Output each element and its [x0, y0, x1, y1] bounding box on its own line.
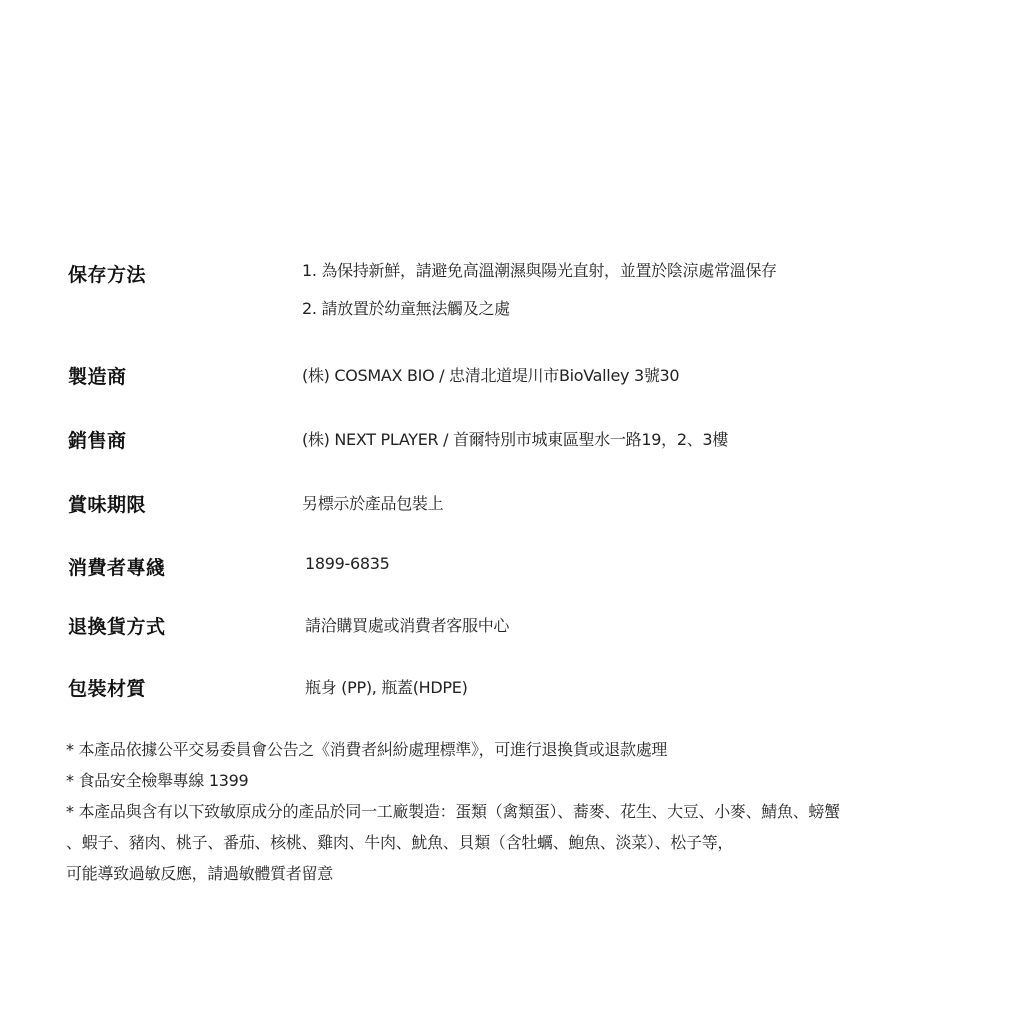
label-distributor: 銷售商 — [68, 430, 127, 452]
footnotes — [66, 740, 966, 895]
note-allergen-line-3: 可能導致過敏反應，請過敏體質者留意 — [66, 864, 333, 883]
storage-line-2: 2. 請放置於幼童無法觸及之處 — [302, 299, 510, 318]
label-expiry: 賞味期限 — [68, 494, 147, 516]
value-manufacturer: (株) COSMAX BIO / 忠清北道堤川市BioValley 3號30 — [302, 366, 680, 385]
label-storage: 保存方法 — [68, 264, 147, 286]
value-returns: 請洽購買處或消費者客服中心 — [305, 616, 510, 635]
value-storage — [302, 261, 777, 337]
value-expiry: 另標示於產品包裝上 — [302, 494, 444, 513]
value-hotline: 1899-6835 — [305, 554, 390, 573]
value-packaging: 瓶身 (PP), 瓶蓋(HDPE) — [305, 678, 468, 697]
label-packaging: 包裝材質 — [68, 678, 147, 700]
label-manufacturer: 製造商 — [68, 366, 127, 388]
label-hotline: 消費者專綫 — [68, 557, 166, 579]
note-return-policy: * 本產品依據公平交易委員會公告之《消費者糾紛處理標準》，可進行退換貨或退款處理 — [66, 740, 668, 759]
note-food-safety-hotline: * 食品安全檢舉專線 1399 — [66, 771, 249, 790]
storage-line-1: 1. 為保持新鮮，請避免高溫潮濕與陽光直射，並置於陰涼處常溫保存 — [302, 261, 777, 280]
value-distributor: (株) NEXT PLAYER / 首爾特別市城東區聖水一路19，2、3樓 — [302, 430, 729, 449]
label-returns: 退換貨方式 — [68, 616, 166, 638]
note-allergen-line-1: * 本產品與含有以下致敏原成分的產品於同一工廠製造：蛋類（禽類蛋）、蕎麥、花生、大豆、小麥、鯖魚、螃蟹 — [66, 802, 840, 821]
note-allergen-line-2: 、蝦子、豬肉、桃子、番茄、核桃、雞肉、牛肉、魷魚、貝類（含牡蠣、鮑魚、淡菜）、松子等， — [66, 833, 734, 852]
